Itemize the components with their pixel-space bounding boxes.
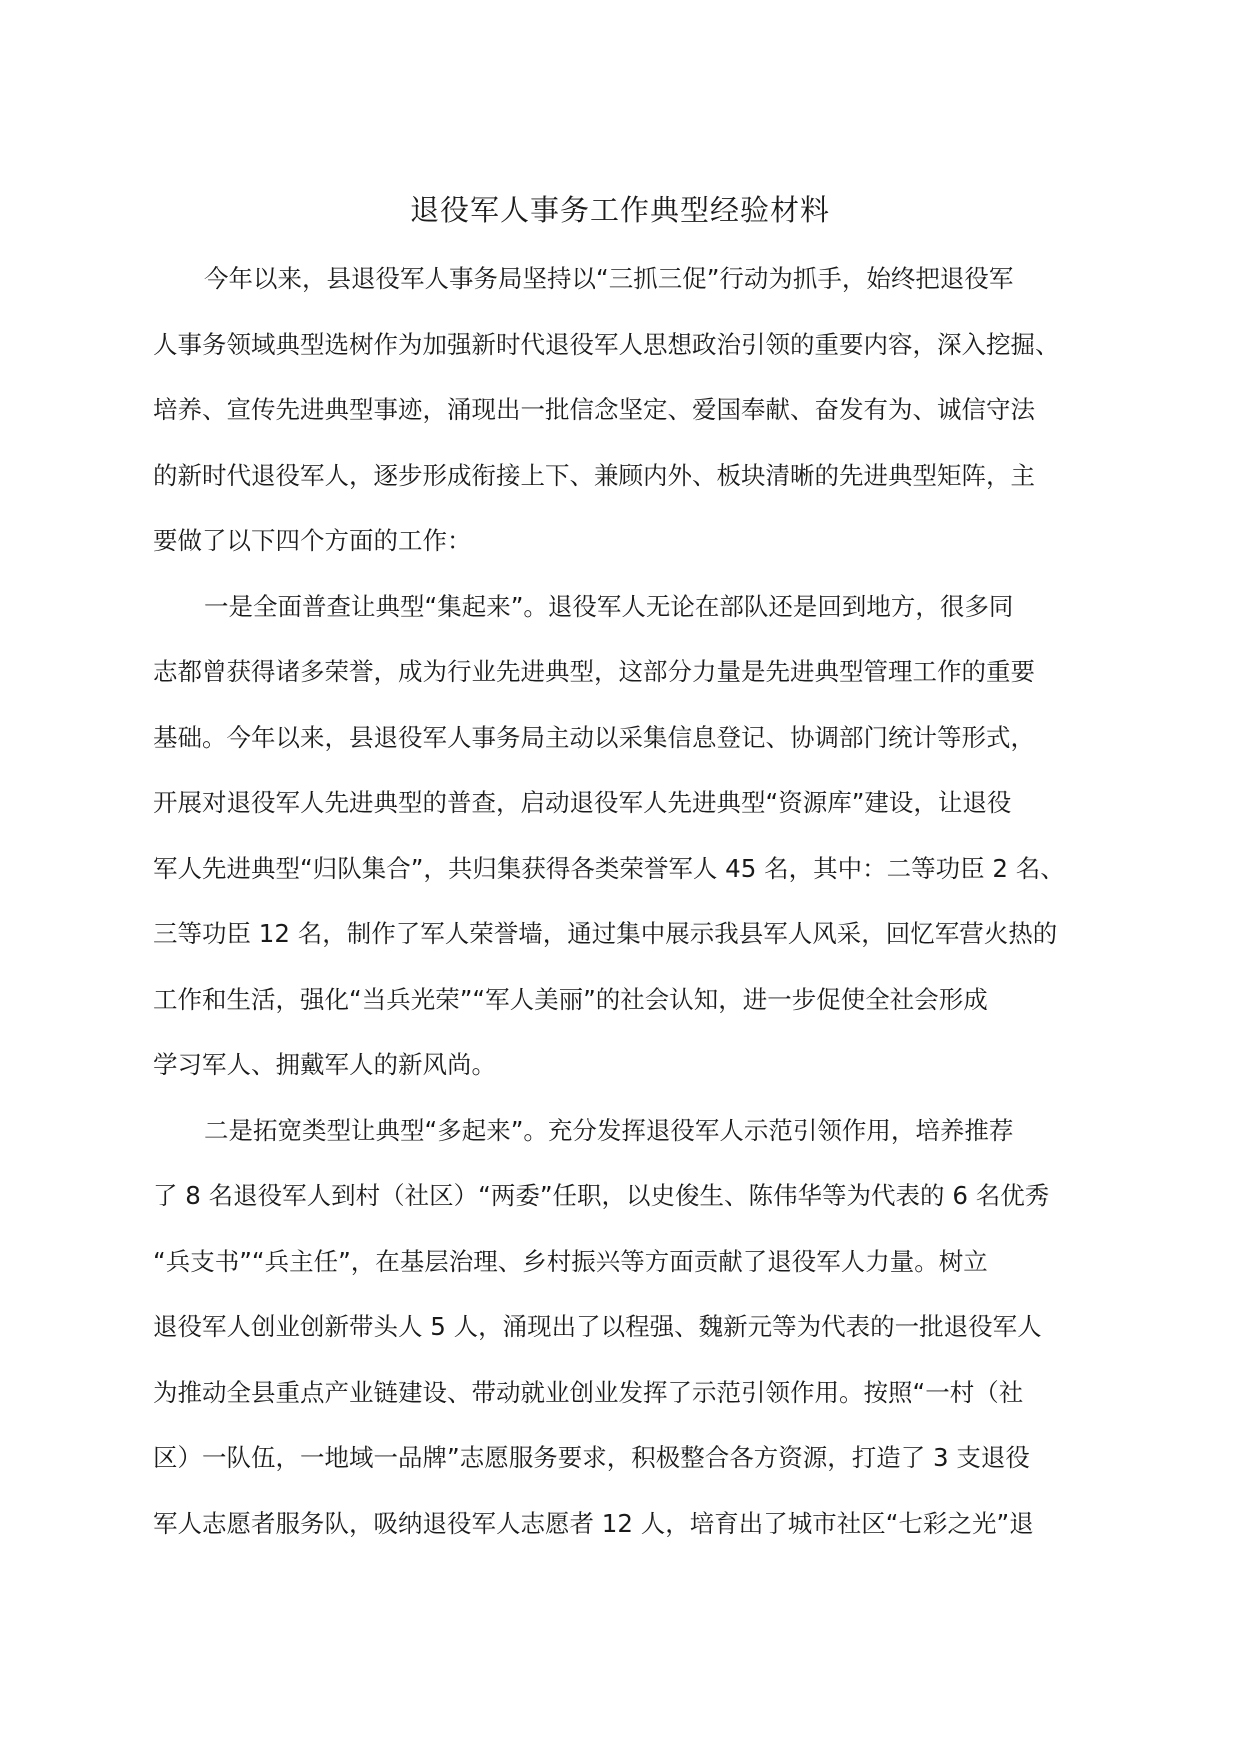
paragraph-line: 的新时代退役军人，逐步形成衔接上下、兼顾内外、板块清晰的先进典型矩阵，主 — [153, 460, 1035, 490]
paragraph-line: 人事务领域典型选树作为加强新时代退役军人思想政治引领的重要内容，深入挖掘、 — [153, 329, 1060, 359]
paragraph-line: 军人志愿者服务队，吸纳退役军人志愿者 12 人，培育出了城市社区“七彩之光”退 — [153, 1508, 1034, 1538]
document-title: 退役军人事务工作典型经验材料 — [409, 193, 830, 227]
paragraph-line: “兵支书”“兵主任”，在基层治理、乡村振兴等方面贡献了退役军人力量。树立 — [153, 1246, 988, 1276]
paragraph-line: 三等功臣 12 名，制作了军人荣誉墙，通过集中展示我县军人风采，回忆军营火热的 — [153, 919, 1058, 948]
paragraph-line: 志都曾获得诸多荣誉，成为行业先进典型，这部分力量是先进典型管理工作的重要 — [153, 657, 1035, 686]
paragraph-line: 军人先进典型“归队集合”，共归集获得各类荣誉军人 45 名，其中：二等功臣 2 名、 — [153, 853, 1065, 883]
paragraph-first-line: 今年以来，县退役军人事务局坚持以“三抓三促”行动为抓手，始终把退役军 — [204, 264, 1014, 293]
paragraph-line: 工作和生活，强化“当兵光荣”“军人美丽”的社会认知，进一步促使全社会形成 — [153, 984, 988, 1014]
paragraph-line: 为推动全县重点产业链建设、带动就业创业发挥了示范引领作用。按照“一村（社 — [153, 1377, 1024, 1407]
paragraph-first-line: 二是拓宽类型让典型“多起来”。充分发挥退役军人示范引领作用，培养推荐 — [204, 1115, 1014, 1145]
document-body — [153, 258, 1083, 1568]
paragraph-line: 了 8 名退役军人到村（社区）“两委”任职，以史俊生、陈伟华等为代表的 6 名优秀 — [153, 1181, 1050, 1210]
paragraph-line: 基础。今年以来，县退役军人事务局主动以采集信息登记、协调部门统计等形式， — [153, 722, 1035, 752]
paragraph-line: 培养、宣传先进典型事迹，涌现出一批信念坚定、爱国奉献、奋发有为、诚信守法 — [153, 395, 1035, 424]
paragraph-first-line: 一是全面普查让典型“集起来”。退役军人无论在部队还是回到地方，很多同 — [204, 591, 1014, 621]
paragraph-line: 区）一队伍，一地域一品牌”志愿服务要求，积极整合各方资源，打造了 3 支退役 — [153, 1443, 1030, 1472]
paragraph-line: 退役军人创业创新带头人 5 人，涌现出了以程强、魏新元等为代表的一批退役军人 — [153, 1312, 1042, 1341]
paragraph-line: 要做了以下四个方面的工作： — [153, 526, 472, 555]
paragraph-line: 学习军人、拥戴军人的新风尚。 — [153, 1050, 496, 1079]
paragraph-line: 开展对退役军人先进典型的普查，启动退役军人先进典型“资源库”建设，让退役 — [153, 788, 1012, 817]
